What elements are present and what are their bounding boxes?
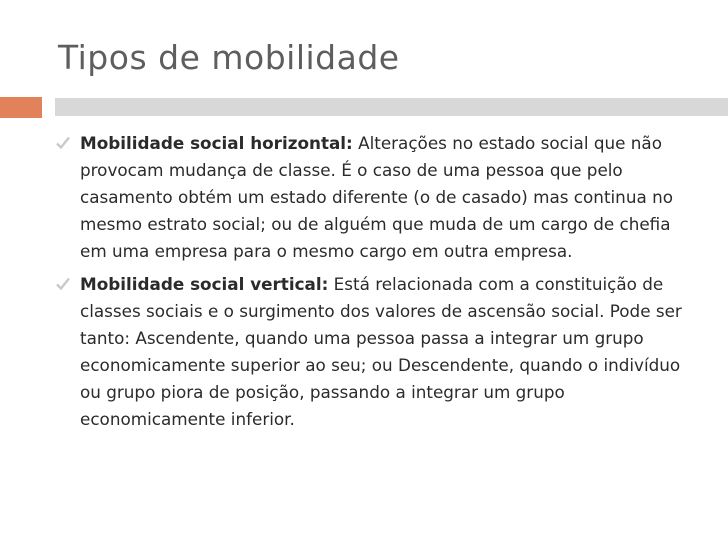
bullet-item <box>54 130 694 265</box>
bullet-text: Alterações no estado social que não provocam mudança de classe. É o caso de uma pessoa que pelo casamento obtém um estado diferente (o de casado) mas continua no mesmo estrato social; ou de alguém que muda de um cargo de chefia em uma empresa para o mesmo cargo em outra empresa. <box>80 133 673 261</box>
checkmark-icon <box>56 277 70 291</box>
title-divider <box>55 98 728 116</box>
bullet-item <box>54 271 694 433</box>
bullet-term: Mobilidade social horizontal: <box>80 133 353 153</box>
title-accent-bar <box>0 97 42 118</box>
bullet-text: Está relacionada com a constituição de classes sociais e o surgimento dos valores de ascensão social. Pode ser tanto: Ascendente, quando uma pessoa passa a integrar um grupo economicamente superior ao seu; ou Descendente, quando o indivíduo ou grupo piora de posição, passando a integrar um grupo economicamente inferior. <box>80 274 682 429</box>
bullet-term: Mobilidade social vertical: <box>80 274 329 294</box>
slide-body <box>54 130 694 439</box>
checkmark-icon <box>56 136 70 150</box>
slide-title: Tipos de mobilidade <box>58 38 400 77</box>
